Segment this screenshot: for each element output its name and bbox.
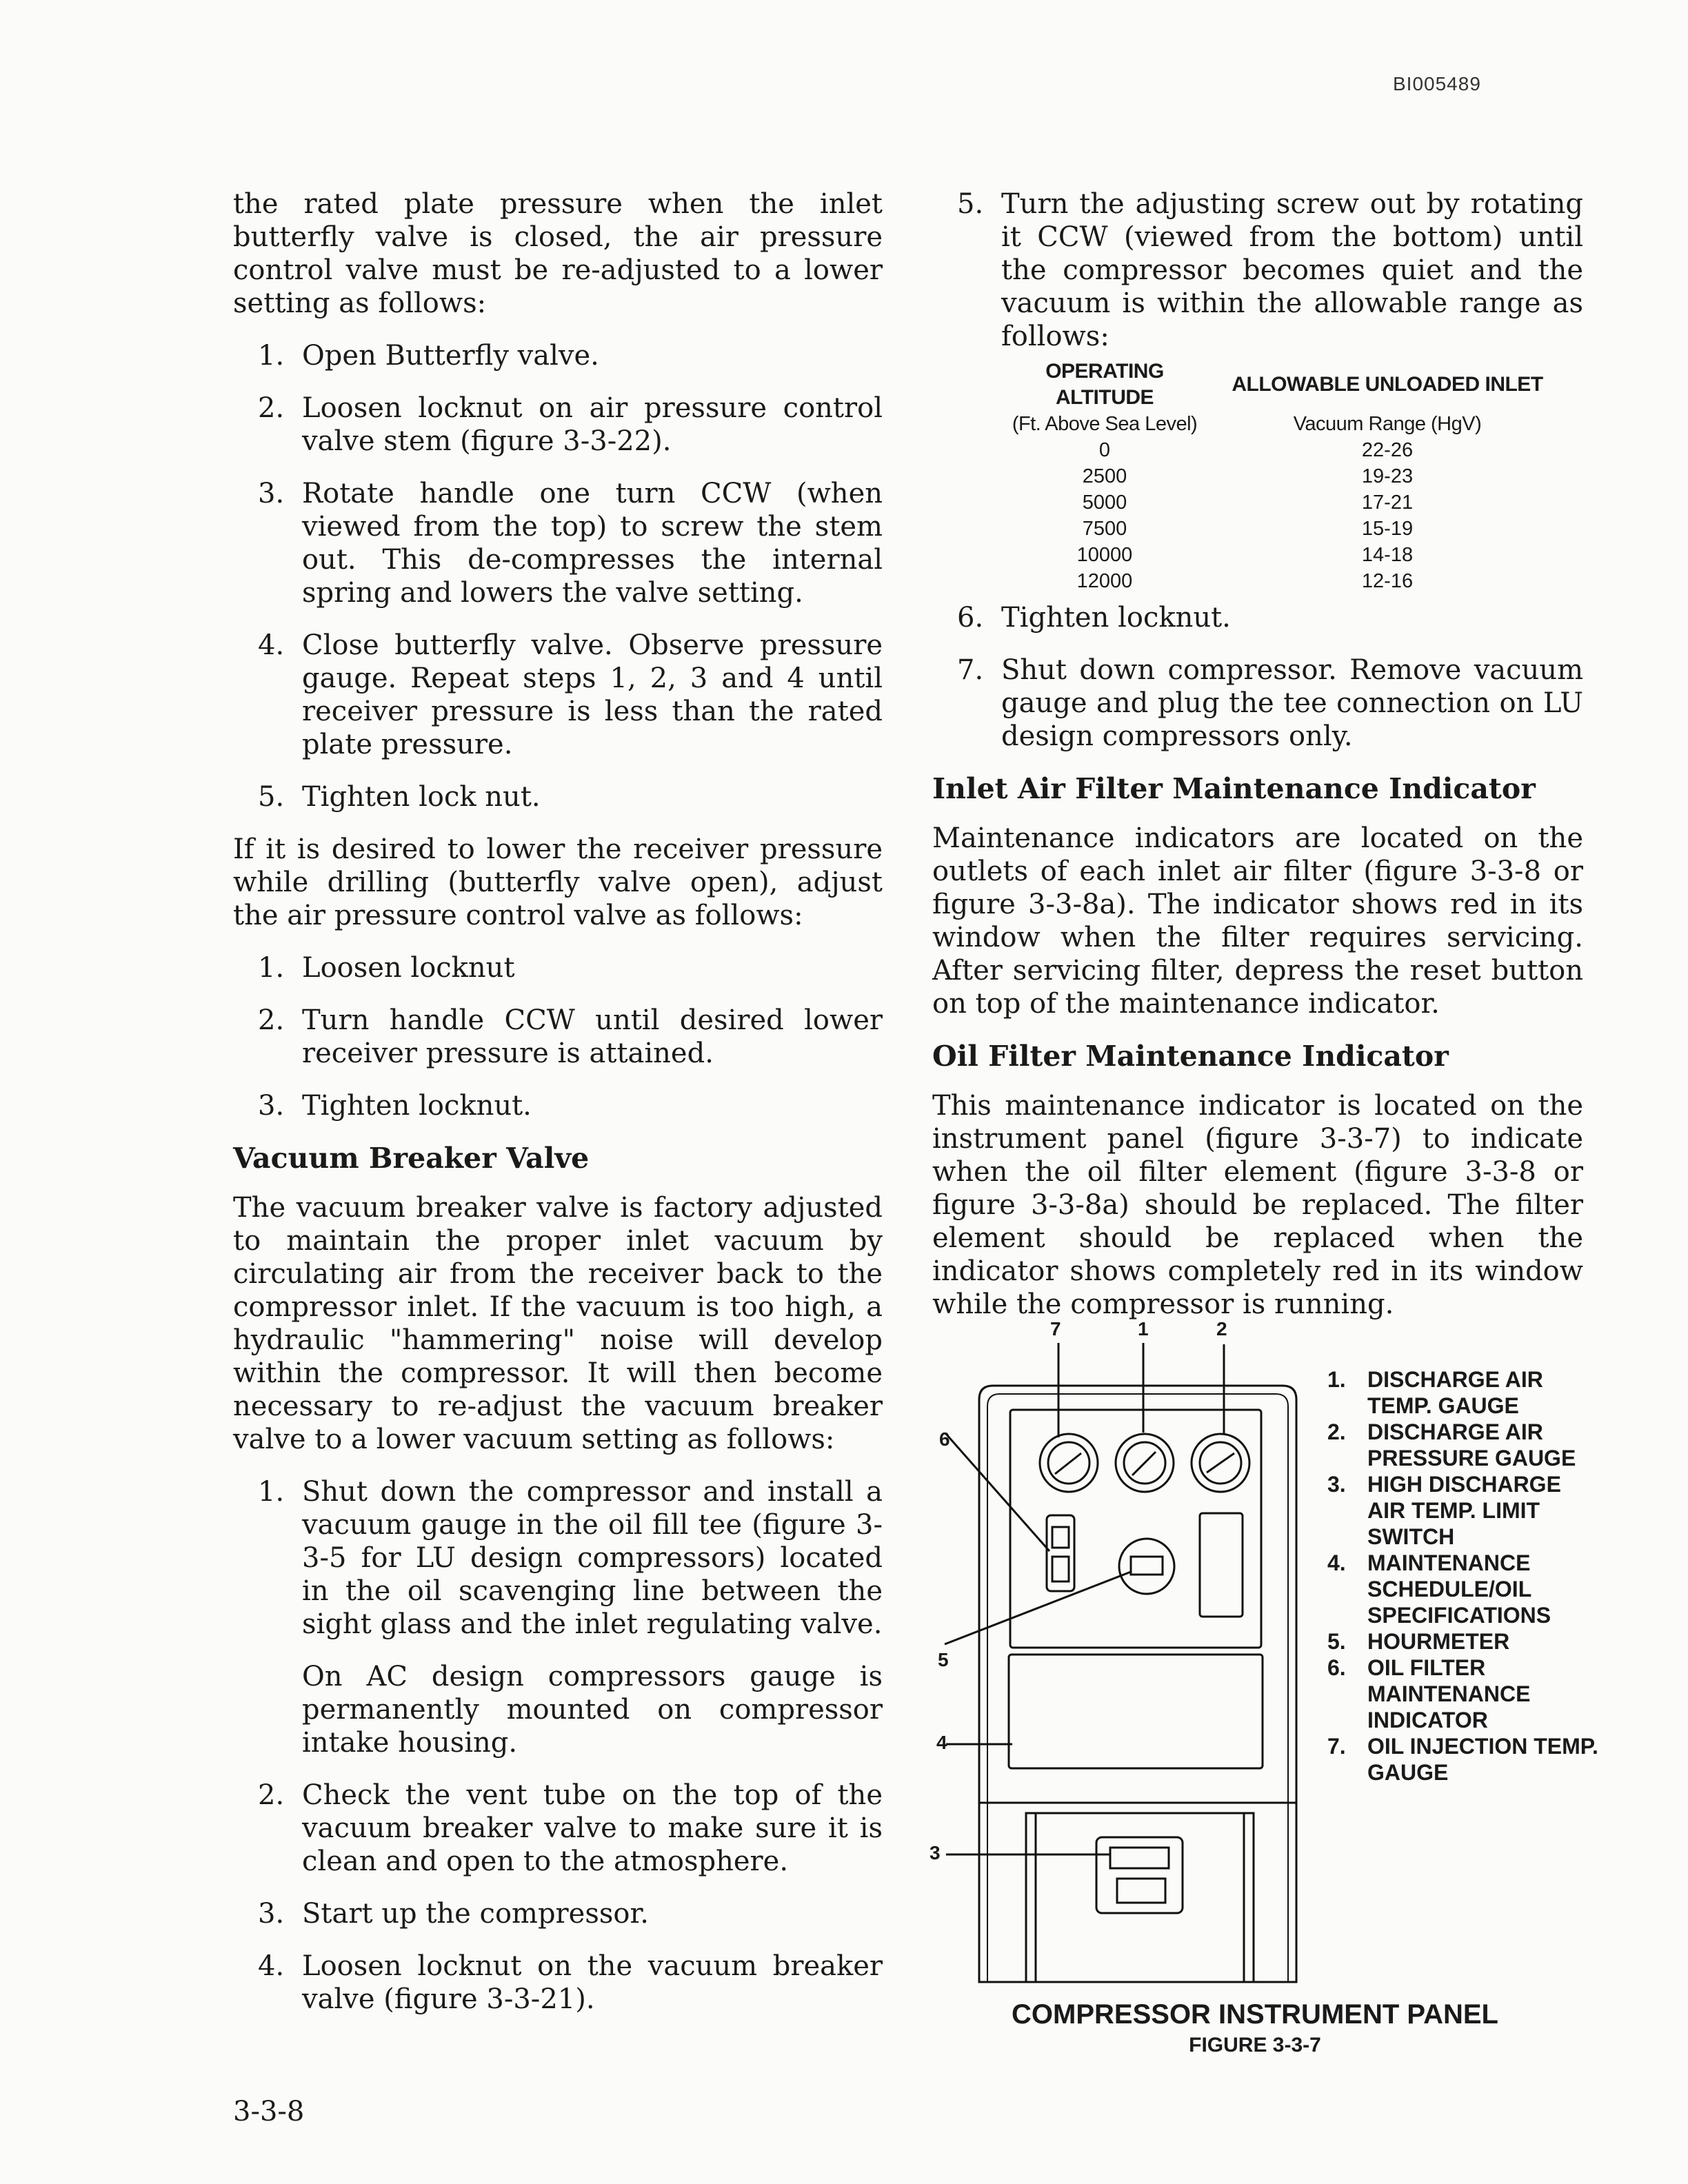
legend-number: 5. (1327, 1629, 1346, 1654)
legend-item (1327, 1733, 1603, 1786)
table-cell: 22-26 (1361, 439, 1414, 461)
table-subheader-vacuum: Vacuum Range (HgV) (1293, 413, 1482, 435)
oil-filter-paragraph: This maintenance indicator is located on the instrument panel (figure 3-3-7) to indicate when the oil filter element (figure 3-3-8 or figure 3-3-8a) should be replaced. The filter element should be replaced when the indicator shows completely red in its window while the compressor is running. (932, 1090, 1583, 1320)
list-item (233, 477, 883, 609)
table-cell: 14-18 (1361, 544, 1414, 566)
step-note: On AC design compressors gauge is permanently mounted on compressor intake housing. (302, 1661, 883, 1759)
table-cell: 0 (1098, 439, 1111, 461)
legend-number: 4. (1327, 1550, 1346, 1575)
legend-text: MAINTENANCE SCHEDULE/OIL SPECIFICATIONS (1367, 1550, 1551, 1628)
step-text: Tighten lock nut. (302, 781, 541, 813)
legend-text: HOURMETER (1367, 1629, 1510, 1654)
table-cell: 2500 (1082, 465, 1127, 487)
intro-paragraph: the rated plate pressure when the inlet butterfly valve is closed, the air pressure control valve must be re-adjusted to a lower setting as follows: (233, 188, 883, 319)
instrument-panel-figure (924, 1317, 1598, 2089)
step-text: Loosen locknut (302, 952, 515, 984)
inlet-filter-heading: Inlet Air Filter Maintenance Indicator (932, 772, 1536, 805)
steps-list-e (932, 601, 1583, 753)
step-text: Tighten locknut. (1001, 602, 1231, 634)
figure-number: FIGURE 3-3-7 (1189, 2034, 1321, 2056)
callout-7: 7 (1050, 1318, 1061, 1339)
step-number: 2. (258, 1004, 285, 1036)
step-text: Loosen locknut on air pressure control valve stem (figure 3-3-22). (302, 392, 883, 457)
callout-4: 4 (936, 1732, 947, 1753)
step-number: 1. (258, 340, 285, 372)
left-column (233, 188, 883, 2035)
legend-text: OIL INJECTION TEMP. GAUGE (1367, 1734, 1598, 1785)
legend-text: HIGH DISCHARGE AIR TEMP. LIMIT SWITCH (1367, 1472, 1561, 1549)
step-number: 2. (258, 392, 285, 424)
legend-number: 2. (1327, 1419, 1346, 1444)
table-cell: 15-19 (1361, 518, 1414, 540)
table-subheader-altitude: (Ft. Above Sea Level) (1012, 413, 1198, 435)
legend-text: DISCHARGE AIR TEMP. GAUGE (1367, 1367, 1543, 1418)
table-row (1001, 489, 1567, 516)
step-number: 5. (957, 188, 984, 220)
step-number: 2. (258, 1779, 285, 1811)
list-item (233, 1089, 883, 1122)
list-item (233, 1475, 883, 1759)
legend-item (1327, 1655, 1603, 1733)
step-text: Loosen locknut on the vacuum breaker valve (figure 3-3-21). (302, 1950, 883, 2015)
list-item (233, 339, 883, 372)
list-item (233, 1779, 883, 1878)
steps-list-c (233, 1475, 883, 2016)
callout-3: 3 (930, 1842, 941, 1863)
table-row (1001, 437, 1567, 463)
step-text: Check the vent tube on the top of the vacuum breaker valve to make sure it is clean and open to the atmosphere. (302, 1779, 883, 1877)
step-text: Turn handle CCW until desired lower receiver pressure is attained. (302, 1004, 883, 1069)
step-text: Turn the adjusting screw out by rotating it CCW (viewed from the bottom) until the compressor becomes quiet and the vacuum is within the allowable range as follows: (1001, 188, 1583, 352)
vacuum-breaker-heading: Vacuum Breaker Valve (233, 1142, 590, 1175)
legend-number: 3. (1327, 1472, 1346, 1497)
step-text: Close butterfly valve. Observe pressure gauge. Repeat steps 1, 2, 3 and 4 until receiver pressure is less than the rated plate pressure. (302, 629, 883, 760)
list-item (233, 1950, 883, 2016)
list-item (233, 392, 883, 458)
table-row (1001, 568, 1567, 594)
step-text: Start up the compressor. (302, 1898, 649, 1930)
table-row (1001, 516, 1567, 542)
table-row (1001, 463, 1567, 489)
step-number: 4. (258, 629, 285, 661)
step-text: Shut down the compressor and install a vacuum gauge in the oil fill tee (figure 3-3-5 for LU design compressors) located in the oil scavenging line between the sight glass and the inlet regulating valve. (302, 1476, 883, 1640)
callout-2: 2 (1216, 1318, 1227, 1339)
inlet-filter-paragraph: Maintenance indicators are located on the outlets of each inlet air filter (figure 3-3-8 or figure 3-3-8a). The indicator shows red in its window when the filter requires servicing. After servicing filter, depress the reset button on top of the maintenance indicator. (932, 822, 1583, 1020)
step-number: 5. (258, 781, 285, 813)
list-item (233, 951, 883, 984)
table-cell: 10000 (1076, 544, 1133, 566)
page-number: 3-3-8 (233, 2096, 305, 2127)
table-cell: 12-16 (1361, 570, 1414, 592)
step-text: Shut down compressor. Remove vacuum gauge and plug the tee connection on LU design compressors only. (1001, 654, 1583, 752)
table-cell: 19-23 (1361, 465, 1414, 487)
altitude-vacuum-table (1001, 358, 1567, 594)
step-number: 3. (258, 1898, 285, 1930)
list-item (233, 780, 883, 813)
legend-text: DISCHARGE AIR PRESSURE GAUGE (1367, 1419, 1576, 1470)
step-text: Tighten locknut. (302, 1090, 532, 1122)
legend-item (1327, 1366, 1603, 1419)
legend-number: 7. (1327, 1734, 1346, 1759)
step-number: 3. (258, 1090, 285, 1122)
right-column (932, 188, 1583, 1340)
step-text: Rotate handle one turn CCW (when viewed from the top) to screw the stem out. This de-compresses the internal spring and lowers the valve setting. (302, 478, 883, 609)
list-item (932, 601, 1583, 634)
steps-list-d (932, 188, 1583, 353)
figure-legend (1327, 1366, 1603, 1786)
vacuum-breaker-paragraph: The vacuum breaker valve is factory adjusted to maintain the proper inlet vacuum by circulating air from the receiver back to the compressor inlet. If the vacuum is too high, a hydraulic "hammering" noise will develop within the compressor. It will then become necessary to re-adjust the vacuum breaker valve to a lower vacuum setting as follows: (233, 1192, 883, 1455)
callout-1: 1 (1138, 1318, 1149, 1339)
legend-item (1327, 1419, 1603, 1471)
callout-5: 5 (938, 1649, 949, 1670)
table-header-vacuum: ALLOWABLE UNLOADED INLET (1232, 373, 1543, 396)
table-header-altitude: OPERATING ALTITUDE (1045, 360, 1164, 409)
legend-item (1327, 1471, 1603, 1550)
step-text: Open Butterfly valve. (302, 340, 599, 372)
table-cell: 7500 (1082, 518, 1127, 540)
steps-list-a (233, 339, 883, 813)
document-id: BI005489 (1393, 73, 1481, 94)
step-number: 1. (258, 952, 285, 984)
list-item (932, 188, 1583, 353)
legend-text: OIL FILTER MAINTENANCE INDICATOR (1367, 1655, 1531, 1732)
step-number: 4. (258, 1950, 285, 1982)
legend-number: 6. (1327, 1655, 1346, 1680)
table-row (1001, 542, 1567, 568)
callout-6: 6 (939, 1428, 950, 1450)
step-number: 7. (957, 654, 984, 686)
step-number: 6. (957, 602, 984, 634)
legend-item (1327, 1628, 1603, 1655)
table-cell: 5000 (1082, 492, 1127, 514)
list-item (932, 654, 1583, 753)
legend-item (1327, 1550, 1603, 1628)
list-item (233, 629, 883, 761)
table-cell: 12000 (1076, 570, 1133, 592)
steps-list-b (233, 951, 883, 1122)
step-number: 1. (258, 1476, 285, 1508)
table-cell: 17-21 (1361, 492, 1414, 514)
oil-filter-heading: Oil Filter Maintenance Indicator (932, 1040, 1449, 1073)
legend-number: 1. (1327, 1367, 1346, 1392)
list-item (233, 1004, 883, 1070)
lower-pressure-paragraph: If it is desired to lower the receiver pressure while drilling (butterfly valve open), adjust the air pressure control valve as follows: (233, 833, 883, 931)
figure-caption: COMPRESSOR INSTRUMENT PANEL (1012, 1999, 1498, 2030)
list-item (233, 1897, 883, 1930)
step-number: 3. (258, 478, 285, 509)
